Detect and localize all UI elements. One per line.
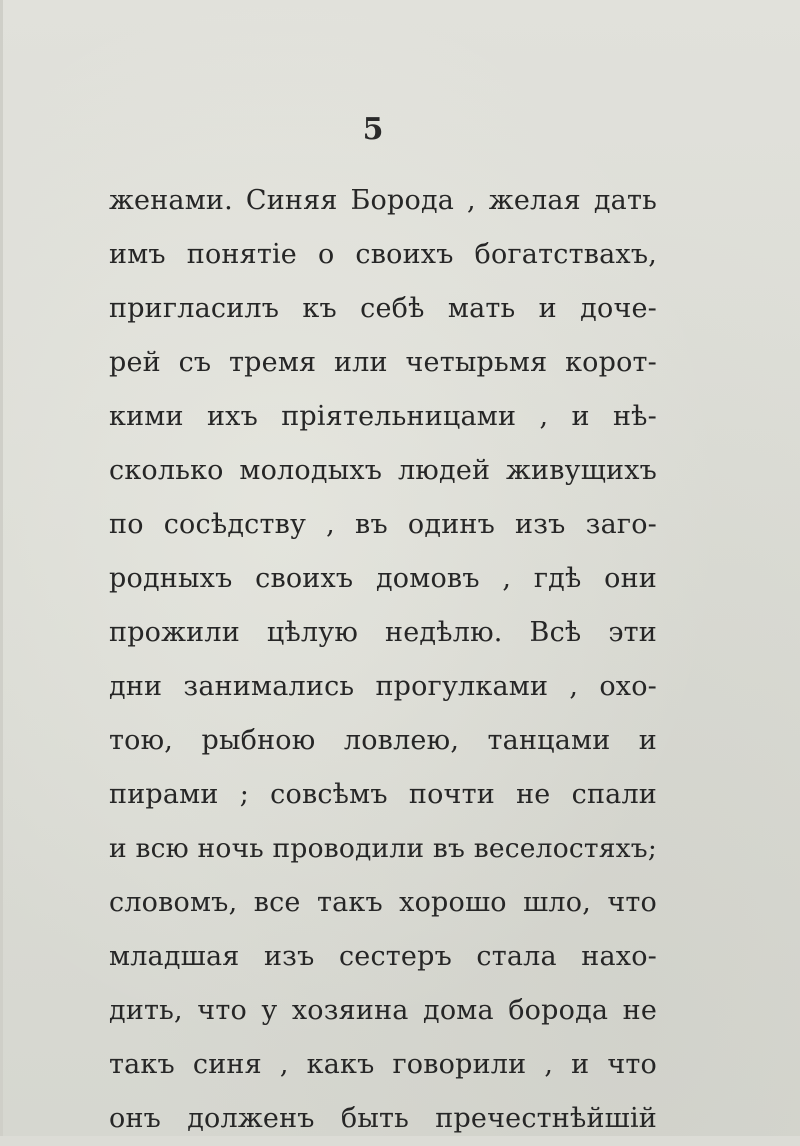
text-line: рей съ тремя или четырьмя корот- bbox=[109, 347, 657, 378]
text-line: женами. Синяя Борода , желая дать bbox=[109, 185, 657, 216]
text-line: дни занимались прогулками , охо- bbox=[109, 671, 657, 702]
text-line: онъ долженъ быть пречестнѣйшій bbox=[109, 1103, 657, 1134]
text-line: пирами ; совсѣмъ почти не спали bbox=[109, 779, 657, 810]
text-line: сколько молодыхъ людей живущихъ bbox=[109, 455, 657, 486]
text-line: и всю ночь проводили въ веселостяхъ; bbox=[109, 833, 657, 864]
text-line: кими ихъ пріятельницами , и нѣ- bbox=[109, 401, 657, 432]
page-number: 5 bbox=[362, 112, 384, 147]
text-line: прожили цѣлую недѣлю. Всѣ эти bbox=[109, 617, 657, 648]
text-line: родныхъ своихъ домовъ , гдѣ они bbox=[109, 563, 657, 594]
text-line: младшая изъ сестеръ стала нахо- bbox=[109, 941, 657, 972]
text-line: по сосѣдству , въ одинъ изъ заго- bbox=[109, 509, 657, 540]
text-line: словомъ, все такъ хорошо шло, что bbox=[109, 887, 657, 918]
body-text bbox=[109, 174, 657, 1146]
text-line: пригласилъ къ себѣ мать и доче- bbox=[109, 293, 657, 324]
text-line: имъ понятіе о своихъ богатствахъ, bbox=[109, 239, 657, 270]
text-line: дить, что у хозяина дома борода не bbox=[109, 995, 657, 1026]
text-line: такъ синя , какъ говорили , и что bbox=[109, 1049, 657, 1080]
text-line: тою, рыбною ловлею, танцами и bbox=[109, 725, 657, 756]
